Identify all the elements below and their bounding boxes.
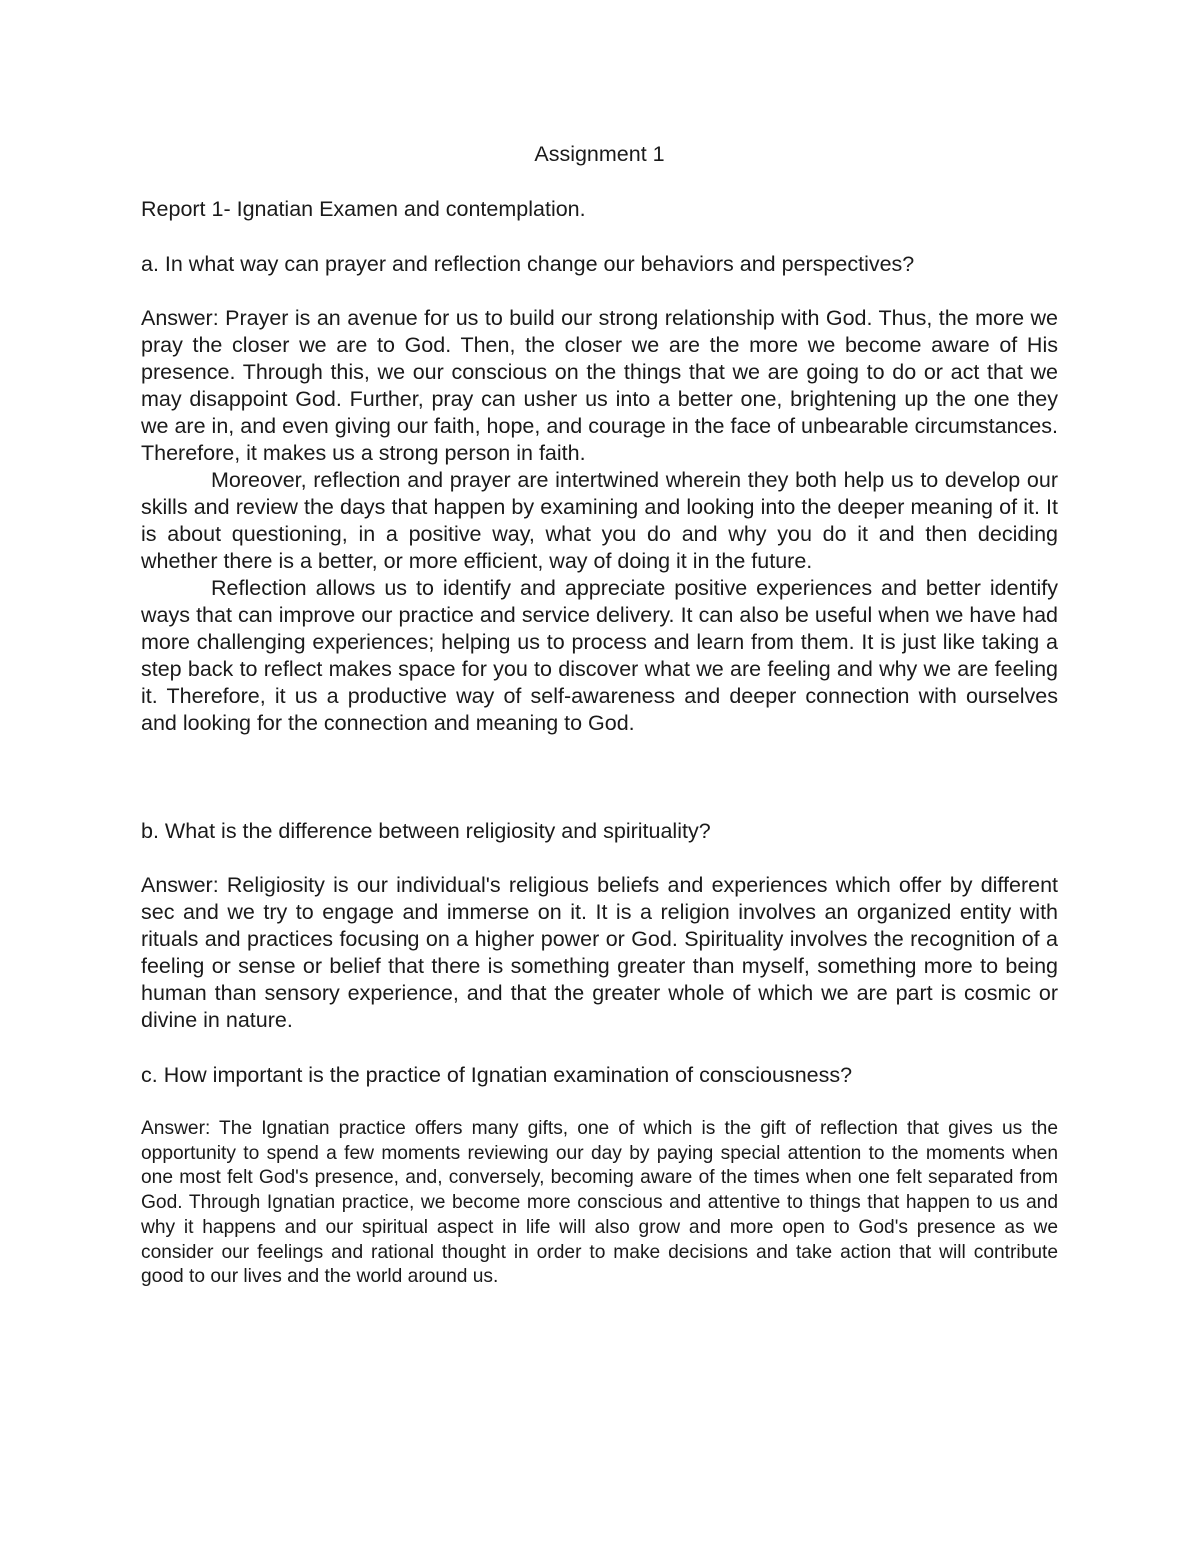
document-title: Assignment 1	[534, 142, 665, 166]
answer-a-paragraph-3: Reflection allows us to identify and appreciate positive experiences and better identify ways that can improve our practice and service delivery. It can also be useful when we have had more challenging experiences; helping us to process and learn from them. It is just like taking a step back to reflect makes space for you to discover what we are feeling and why we are feeling it. Therefore, it us a productive way of self-awareness and deeper connection with ourselves and looking for the connection and meaning to God.	[141, 576, 1058, 735]
answer-b-paragraph: Answer: Religiosity is our individual's religious beliefs and experiences which offer by different sec and we try to engage and immerse on it. It is a religion involves an organized entity with rituals and practices focusing on a higher power or God. Spirituality involves the recognition of a feeling or sense or belief that there is something greater than myself, something more to being human than sensory experience, and that the greater whole of which we are part is cosmic or divine in nature.	[141, 873, 1058, 1032]
answer-a	[141, 305, 1058, 737]
question-c: c. How important is the practice of Ignatian examination of consciousness?	[141, 1063, 853, 1087]
document-page	[141, 0, 1058, 1553]
answer-c-paragraph: Answer: The Ignatian practice offers many gifts, one of which is the gift of reflection that gives us the opportunity to spend a few moments reviewing our day by paying special attention to the moments when one most felt God's presence, and, conversely, becoming aware of the times when one felt separated from God. Through Ignatian practice, we become more conscious and attentive to things that happen to us and why it happens and our spiritual aspect in life will also grow and more open to God's presence as we consider our feelings and rational thought in order to make decisions and take action that will contribute good to our lives and the world around us.	[141, 1118, 1058, 1288]
answer-a-paragraph-2: Moreover, reflection and prayer are intertwined wherein they both help us to develop our skills and review the days that happen by examining and looking into the deeper meaning of it. It is about questioning, in a positive way, what you do and why you do it and then deciding whether there is a better, or more efficient, way of doing it in the future.	[141, 468, 1058, 573]
question-b: b. What is the difference between religiosity and spirituality?	[141, 819, 711, 843]
question-a: a. In what way can prayer and reflection change our behaviors and perspectives?	[141, 252, 915, 276]
answer-b	[141, 872, 1058, 1034]
answer-a-paragraph-1: Answer: Prayer is an avenue for us to build our strong relationship with God. Thus, the more we pray the closer we are to God. Then, the closer we are the more we become aware of His presence. Through this, we our conscious on the things that we are going to do or act that we may disappoint God. Further, pray can usher us into a better one, brightening up the one they we are in, and even giving our faith, hope, and courage in the face of unbearable circumstances. Therefore, it makes us a strong person in faith.	[141, 306, 1058, 465]
answer-c	[141, 1117, 1058, 1290]
report-heading: Report 1- Ignatian Examen and contemplation.	[141, 197, 586, 221]
